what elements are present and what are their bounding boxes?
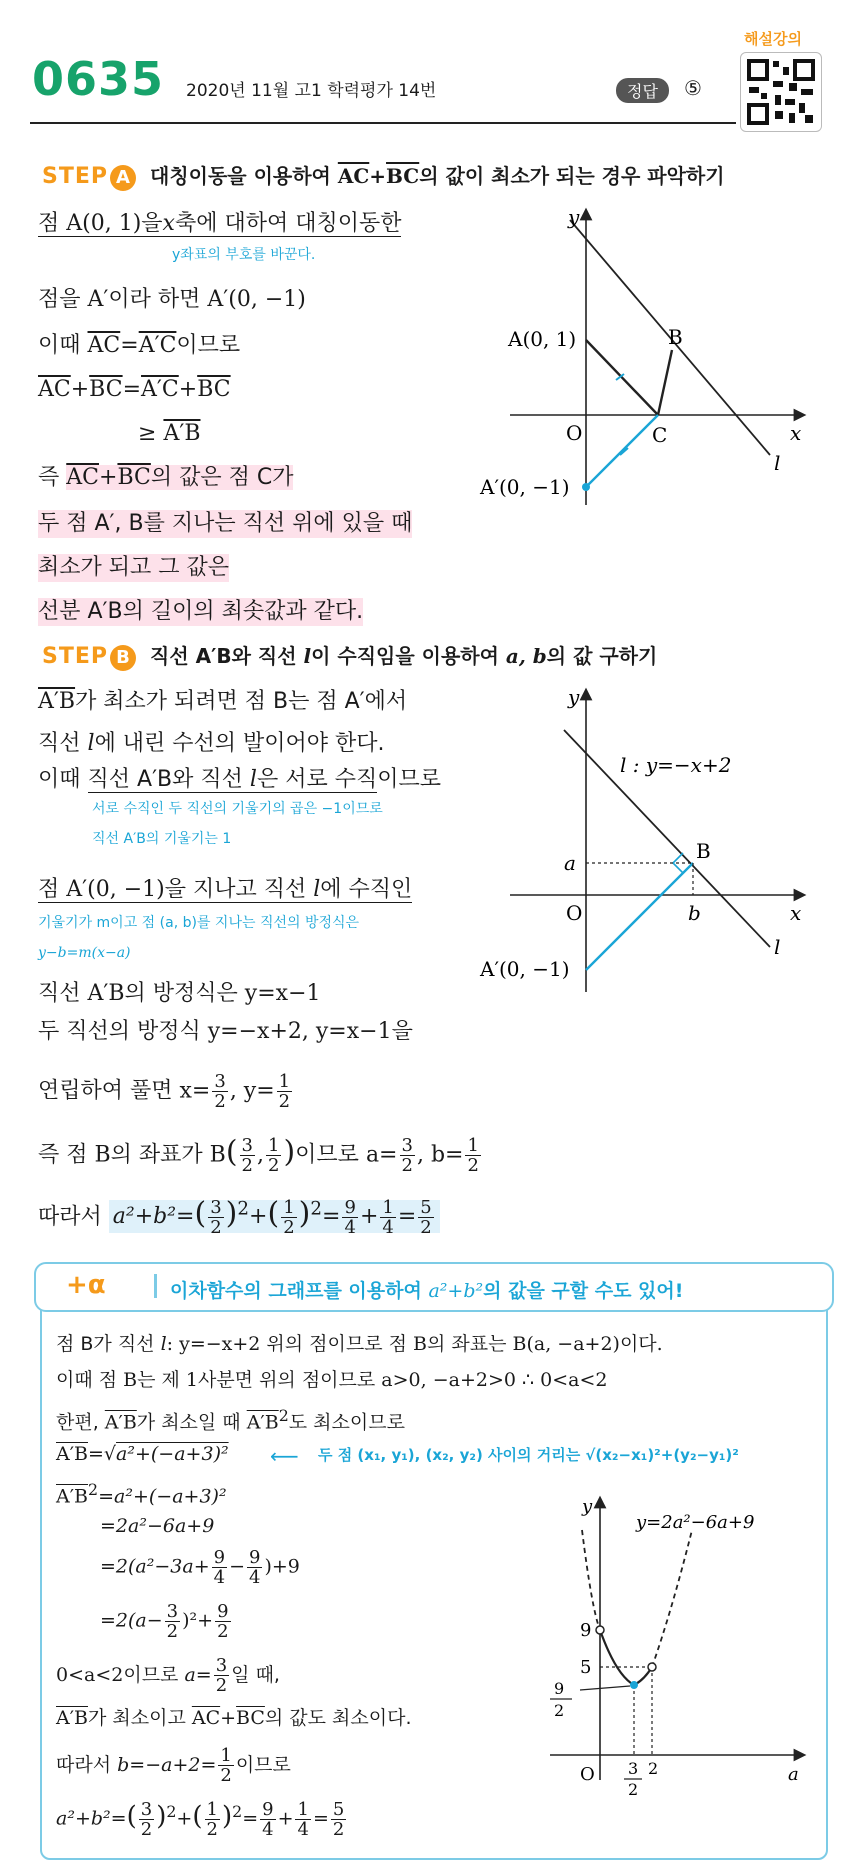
alpha-graph-tick-9: 9	[580, 1620, 592, 1641]
alpha-graph-x-label: a	[788, 1764, 799, 1785]
alpha-graph-tick-32n: 3	[628, 1759, 639, 1778]
step-a-line-1: 점 A(0, 1)을x축에 대하여 대칭이동한	[38, 211, 402, 236]
alpha-graph-parabola-left	[582, 1530, 600, 1630]
step-a-graph	[470, 200, 820, 520]
alpha-graph-parabola-solid	[600, 1630, 652, 1685]
lecture-label: 해설강의	[744, 30, 802, 48]
step-b-line-4: 점 A′(0, −1)을 지나고 직선 l에 수직인	[38, 877, 413, 902]
alpha-graph-y-label: y	[582, 1496, 593, 1517]
graph-a-x-label: x	[790, 421, 802, 445]
alpha-line-10: A′B가 최소이고 $\overline{AC}+\overline{BC}$의 값도 최소이다.	[56, 1707, 412, 1729]
alpha-line-8: =2(a− $\frac{3}{2}$ )²+ $\frac{9}{2}$	[100, 1601, 229, 1642]
step-b-line-3: 이때 직선 A′B와 직선 l은 서로 수직이므로	[38, 767, 441, 792]
step-a-line-8: 최소가 되고 그 값은	[38, 555, 229, 580]
qr-code-icon[interactable]	[740, 52, 822, 132]
alpha-badge: +α	[66, 1270, 106, 1300]
alpha-note-distance: 두 점 (x₁, y₁), (x₂, y₂) 사이의 거리는 √(x₂−x₁)²+(y₂−y₁)²	[318, 1446, 739, 1464]
alpha-line-3: 한편, A′B가 최소일 때 $A'B^2$도 최소이므로	[56, 1406, 405, 1434]
graph-b-y-label: y	[568, 685, 580, 709]
problem-source: 2020년 11월 고1 학력평가 14번	[186, 81, 437, 101]
problem-number: 0635	[32, 52, 165, 106]
alpha-line-11: 따라서 b=−a+2= $\frac{1}{2}$ 이므로	[56, 1745, 291, 1786]
graph-a-label-a: A(0, 1)	[508, 327, 577, 351]
graph-a-y-label: y	[568, 205, 580, 229]
alpha-graph-origin: O	[580, 1764, 595, 1785]
graph-a-segment-cb	[658, 350, 672, 415]
step-b-letter: B	[110, 645, 136, 671]
alpha-graph-tick-32d: 2	[628, 1780, 639, 1799]
graph-a-segment-apc	[586, 415, 658, 487]
alpha-graph-point-9	[596, 1626, 604, 1634]
step-a-note-1: y좌표의 부호를 바꾼다.	[172, 247, 316, 263]
alpha-line-2: 이때 점 B는 제 1사분면 위의 점이므로 a>0, −a+2>0 ∴ 0<a<2	[56, 1369, 608, 1391]
step-b-note-2b: 직선 A′B의 기울기는 1	[92, 831, 232, 847]
alpha-graph-parabola-right	[652, 1530, 692, 1667]
graph-b-tick-a: a	[564, 851, 576, 875]
graph-b-label-b: B	[696, 839, 711, 863]
step-a-heading: STEP A 대칭이동을 이용하여 $\overline{AC}+\overline{BC}$의 값이 최소가 되는 경우 파악하기	[42, 164, 725, 189]
graph-a-label-c: C	[652, 423, 668, 447]
graph-b-label-ap: A′(0, −1)	[480, 957, 570, 981]
step-b-note-3a: 기울기가 m이고 점 (a, b)를 지나는 직선의 방정식은	[38, 915, 360, 931]
step-b-line-2: 직선 l에 내린 수선의 발이어야 한다.	[38, 731, 385, 756]
alpha-graph-tick-92n: 9	[554, 1679, 565, 1698]
step-b-heading: STEP B 직선 A′B와 직선 l이 수직임을 이용하여 a, b의 값 구하기	[42, 644, 658, 669]
alpha-graph-tick-2: 2	[648, 1759, 659, 1778]
step-b-label: STEP	[42, 644, 109, 669]
alpha-graph-vertex	[630, 1681, 638, 1689]
step-a-line-9: 선분 A′B의 길이의 최솟값과 같다.	[38, 599, 364, 624]
step-a-line-6: 즉 $\overline{AC}+\overline{BC}$의 값은 점 C가	[38, 465, 294, 490]
step-b-line-5: 직선 A′B의 방정식은 y=x−1	[38, 981, 321, 1006]
alpha-line-5: $A'B^2=a^2+(-a+3)^2$	[56, 1480, 227, 1508]
step-b-line-1: A′B가 최소가 되려면 점 B는 점 A′에서	[38, 689, 408, 714]
step-a-line-7: 두 점 A′, B를 지나는 직선 위에 있을 때	[38, 511, 413, 536]
step-b-line-8: 즉 점 B의 좌표가 B( $\frac{3}{2}$ , $\frac{1}{2}$ )이므로 a= $\frac{3}{2}$ , b= $\frac{1}{2}$	[38, 1134, 479, 1176]
graph-a-point-ap	[582, 483, 590, 491]
alpha-line-9: 0<a<2이므로 a= $\frac{3}{2}$ 일 때,	[56, 1655, 280, 1696]
answer-badge: 정답	[616, 78, 669, 103]
graph-a-segment-ac	[586, 340, 658, 415]
alpha-divider	[154, 1274, 157, 1298]
graph-a-label-b: B	[668, 325, 683, 349]
step-a-line-2: 점을 A′이라 하면 A′(0, −1)	[38, 287, 306, 312]
alpha-line-4: A′B=√a²+(−a+3)²	[56, 1443, 229, 1465]
step-b-note-3b: y−b=m(x−a)	[38, 945, 131, 961]
step-a-line-3: 이때 $\overline{AC}=A'C$이므로	[38, 333, 241, 358]
step-a-letter: A	[110, 165, 136, 191]
alpha-graph	[530, 1490, 810, 1800]
header-divider	[30, 122, 736, 124]
step-b-line-9: 따라서 a²+b²=( $\frac{3}{2}$ )$^2$+( $\frac{1}{2}$ )$^2$= $\frac{9}{4}$ + $\frac{1}{4}$ = $\frac{5}{2}$	[38, 1196, 440, 1237]
step-b-graph	[470, 680, 820, 1000]
step-b-line-6: 두 직선의 방정식 y=−x+2, y=x−1을	[38, 1019, 413, 1044]
alpha-line-12: a²+b²=( $\frac{3}{2}$ )$^2$+( $\frac{1}{2}$ )$^2$= $\frac{9}{4}$ + $\frac{1}{4}$ = $\frac{5}{2}$	[56, 1799, 345, 1840]
graph-b-line-label: l : y=−x+2	[620, 753, 732, 777]
alpha-graph-func-label: y=2a²−6a+9	[636, 1512, 755, 1533]
graph-a-origin: O	[566, 421, 583, 445]
step-b-note-2a: 서로 수직인 두 직선의 기울기의 곱은 −1이므로	[92, 801, 383, 817]
graph-b-label-l: l	[774, 935, 781, 959]
graph-b-origin: O	[566, 901, 583, 925]
step-a-line-4: $\overline{AC}+\overline{BC}=A'C+\overline{BC}$	[38, 377, 231, 402]
step-a-label: STEP	[42, 164, 109, 189]
answer-value: ⑤	[684, 76, 702, 100]
graph-b-segment-apb	[586, 863, 693, 970]
graph-a-label-ap: A′(0, −1)	[480, 475, 570, 499]
alpha-line-7: =2(a²−3a+ $\frac{9}{4}$ − $\frac{9}{4}$ )+9	[100, 1547, 300, 1588]
step-b-line-7: 연립하여 풀면 x= $\frac{3}{2}$ , y= $\frac{1}{2}$	[38, 1071, 291, 1112]
alpha-graph-tick-5: 5	[580, 1657, 592, 1678]
alpha-title: 이차함수의 그래프를 이용하여 a²+b²의 값을 구할 수도 있어!	[170, 1280, 684, 1302]
graph-a-label-l: l	[774, 451, 781, 475]
step-a-line-5: ≥ A′B	[138, 421, 201, 446]
alpha-graph-point-2	[648, 1663, 656, 1671]
graph-b-x-label: x	[790, 901, 802, 925]
alpha-graph-tick-92d: 2	[554, 1701, 565, 1720]
alpha-arrow-icon: ⟵	[270, 1444, 299, 1468]
alpha-line-1: 점 B가 직선 l: y=−x+2 위의 점이므로 점 B의 좌표는 B(a, −a+2)이다.	[56, 1333, 663, 1355]
graph-b-tick-b: b	[688, 901, 701, 925]
alpha-line-6: =2a²−6a+9	[100, 1515, 215, 1537]
